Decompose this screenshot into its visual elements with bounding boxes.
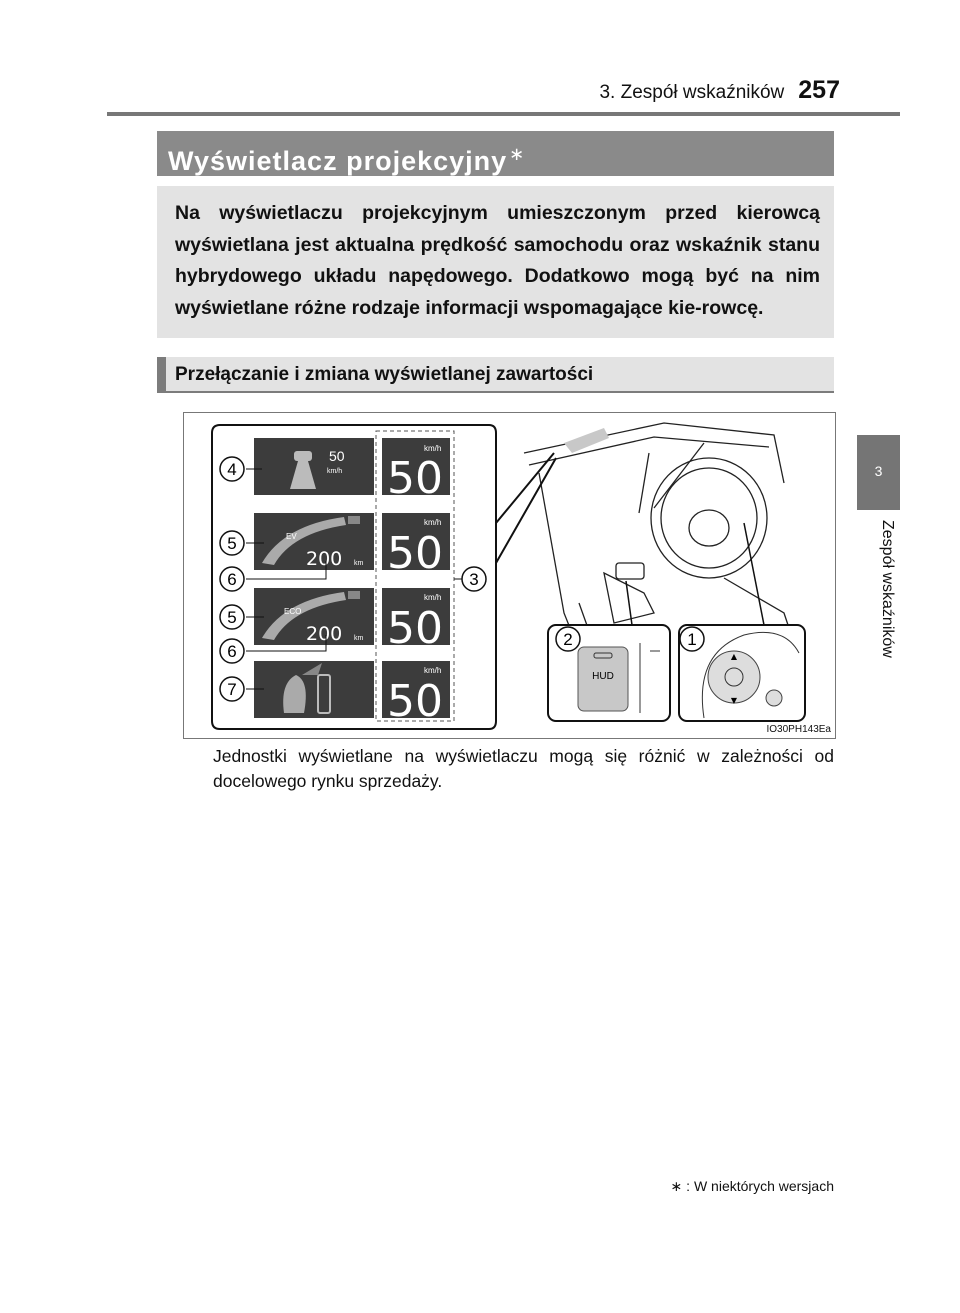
hud-illustration <box>184 413 837 740</box>
speed-value-1: 50 <box>387 453 443 504</box>
callout-5a <box>220 531 244 555</box>
footnote <box>659 1178 834 1195</box>
header-rule <box>107 112 900 116</box>
callout-3 <box>462 567 486 591</box>
chapter-tab <box>857 435 900 510</box>
speed-unit-4: km/h <box>424 666 442 675</box>
speed-unit-1: km/h <box>424 444 442 453</box>
set-speed-unit: km/h <box>327 468 343 475</box>
hud-figure <box>183 412 836 739</box>
speed-value-3: 50 <box>387 603 443 654</box>
page-title <box>157 131 834 176</box>
footnote-marker: ∗ <box>670 1178 683 1194</box>
page-title-text: Wyświetlacz projekcyjny <box>168 146 508 176</box>
footnote-text: : W niektórych wersjach <box>686 1178 834 1194</box>
svg-text:6: 6 <box>227 570 237 589</box>
ev-label: EV <box>286 532 297 541</box>
callout-6a <box>220 567 244 591</box>
callout-6b <box>220 639 244 663</box>
hud-row-navigation <box>254 661 450 727</box>
page-number: 257 <box>798 76 840 104</box>
figure-code: IO30PH143Ea <box>766 724 831 735</box>
range-unit-2: km <box>354 635 364 642</box>
page-header <box>599 76 840 105</box>
callout-1: 1 <box>687 630 697 649</box>
svg-text:4: 4 <box>227 460 237 479</box>
svg-text:▼: ▼ <box>730 696 738 705</box>
svg-text:5: 5 <box>227 534 237 553</box>
range-value-2: 200 <box>306 623 343 645</box>
chapter-label: Zespół wskaźników <box>879 520 896 658</box>
subheading-text: Przełączanie i zmiana wyświetlanej zawartości <box>175 364 594 385</box>
callout-5b <box>220 605 244 629</box>
callout-4 <box>220 457 244 481</box>
section-title: 3. Zespół wskaźników <box>599 82 785 103</box>
speed-value-4: 50 <box>387 676 443 727</box>
range-value-1: 200 <box>306 548 343 570</box>
inset-steering-switch <box>679 523 805 721</box>
speed-unit-2: km/h <box>424 518 442 527</box>
chapter-number: 3 <box>874 463 883 479</box>
hud-row-cruise <box>254 438 450 504</box>
callout-7 <box>220 677 244 701</box>
set-speed: 50 <box>329 448 345 464</box>
svg-text:▲: ▲ <box>730 652 738 661</box>
asterisk-marker: ∗ <box>509 144 526 164</box>
svg-text:7: 7 <box>227 680 237 699</box>
callout-2: 2 <box>563 630 573 649</box>
svg-text:6: 6 <box>227 642 237 661</box>
svg-text:5: 5 <box>227 608 237 627</box>
svg-text:3: 3 <box>469 570 479 589</box>
speed-unit-3: km/h <box>424 593 442 602</box>
hud-button-label: HUD <box>592 671 614 682</box>
eco-label: ECO <box>284 607 302 616</box>
units-note <box>213 744 834 794</box>
subheading <box>157 357 834 393</box>
intro-box <box>157 186 834 338</box>
hud-row-ev <box>254 513 450 579</box>
units-note-text: Jednostki wyświetlane na wyświetlaczu mogą się różnić w zależności od docelowego rynku sprzedaży. <box>213 746 834 791</box>
range-unit-1: km <box>354 560 364 567</box>
hud-row-eco <box>254 588 450 654</box>
inset-hud-switch <box>548 581 670 721</box>
intro-text: Na wyświetlaczu projekcyjnym umieszczonym przed kierowcą wyświetlana jest aktualna prędkość samochodu oraz wskaźnik stanu hybrydowego układu napędowego. Dodatkowo mogą być na nim wyświetlane różne rodzaje informacji wspomagające kie-rowcę. <box>175 202 820 319</box>
speed-value-2: 50 <box>387 528 443 579</box>
